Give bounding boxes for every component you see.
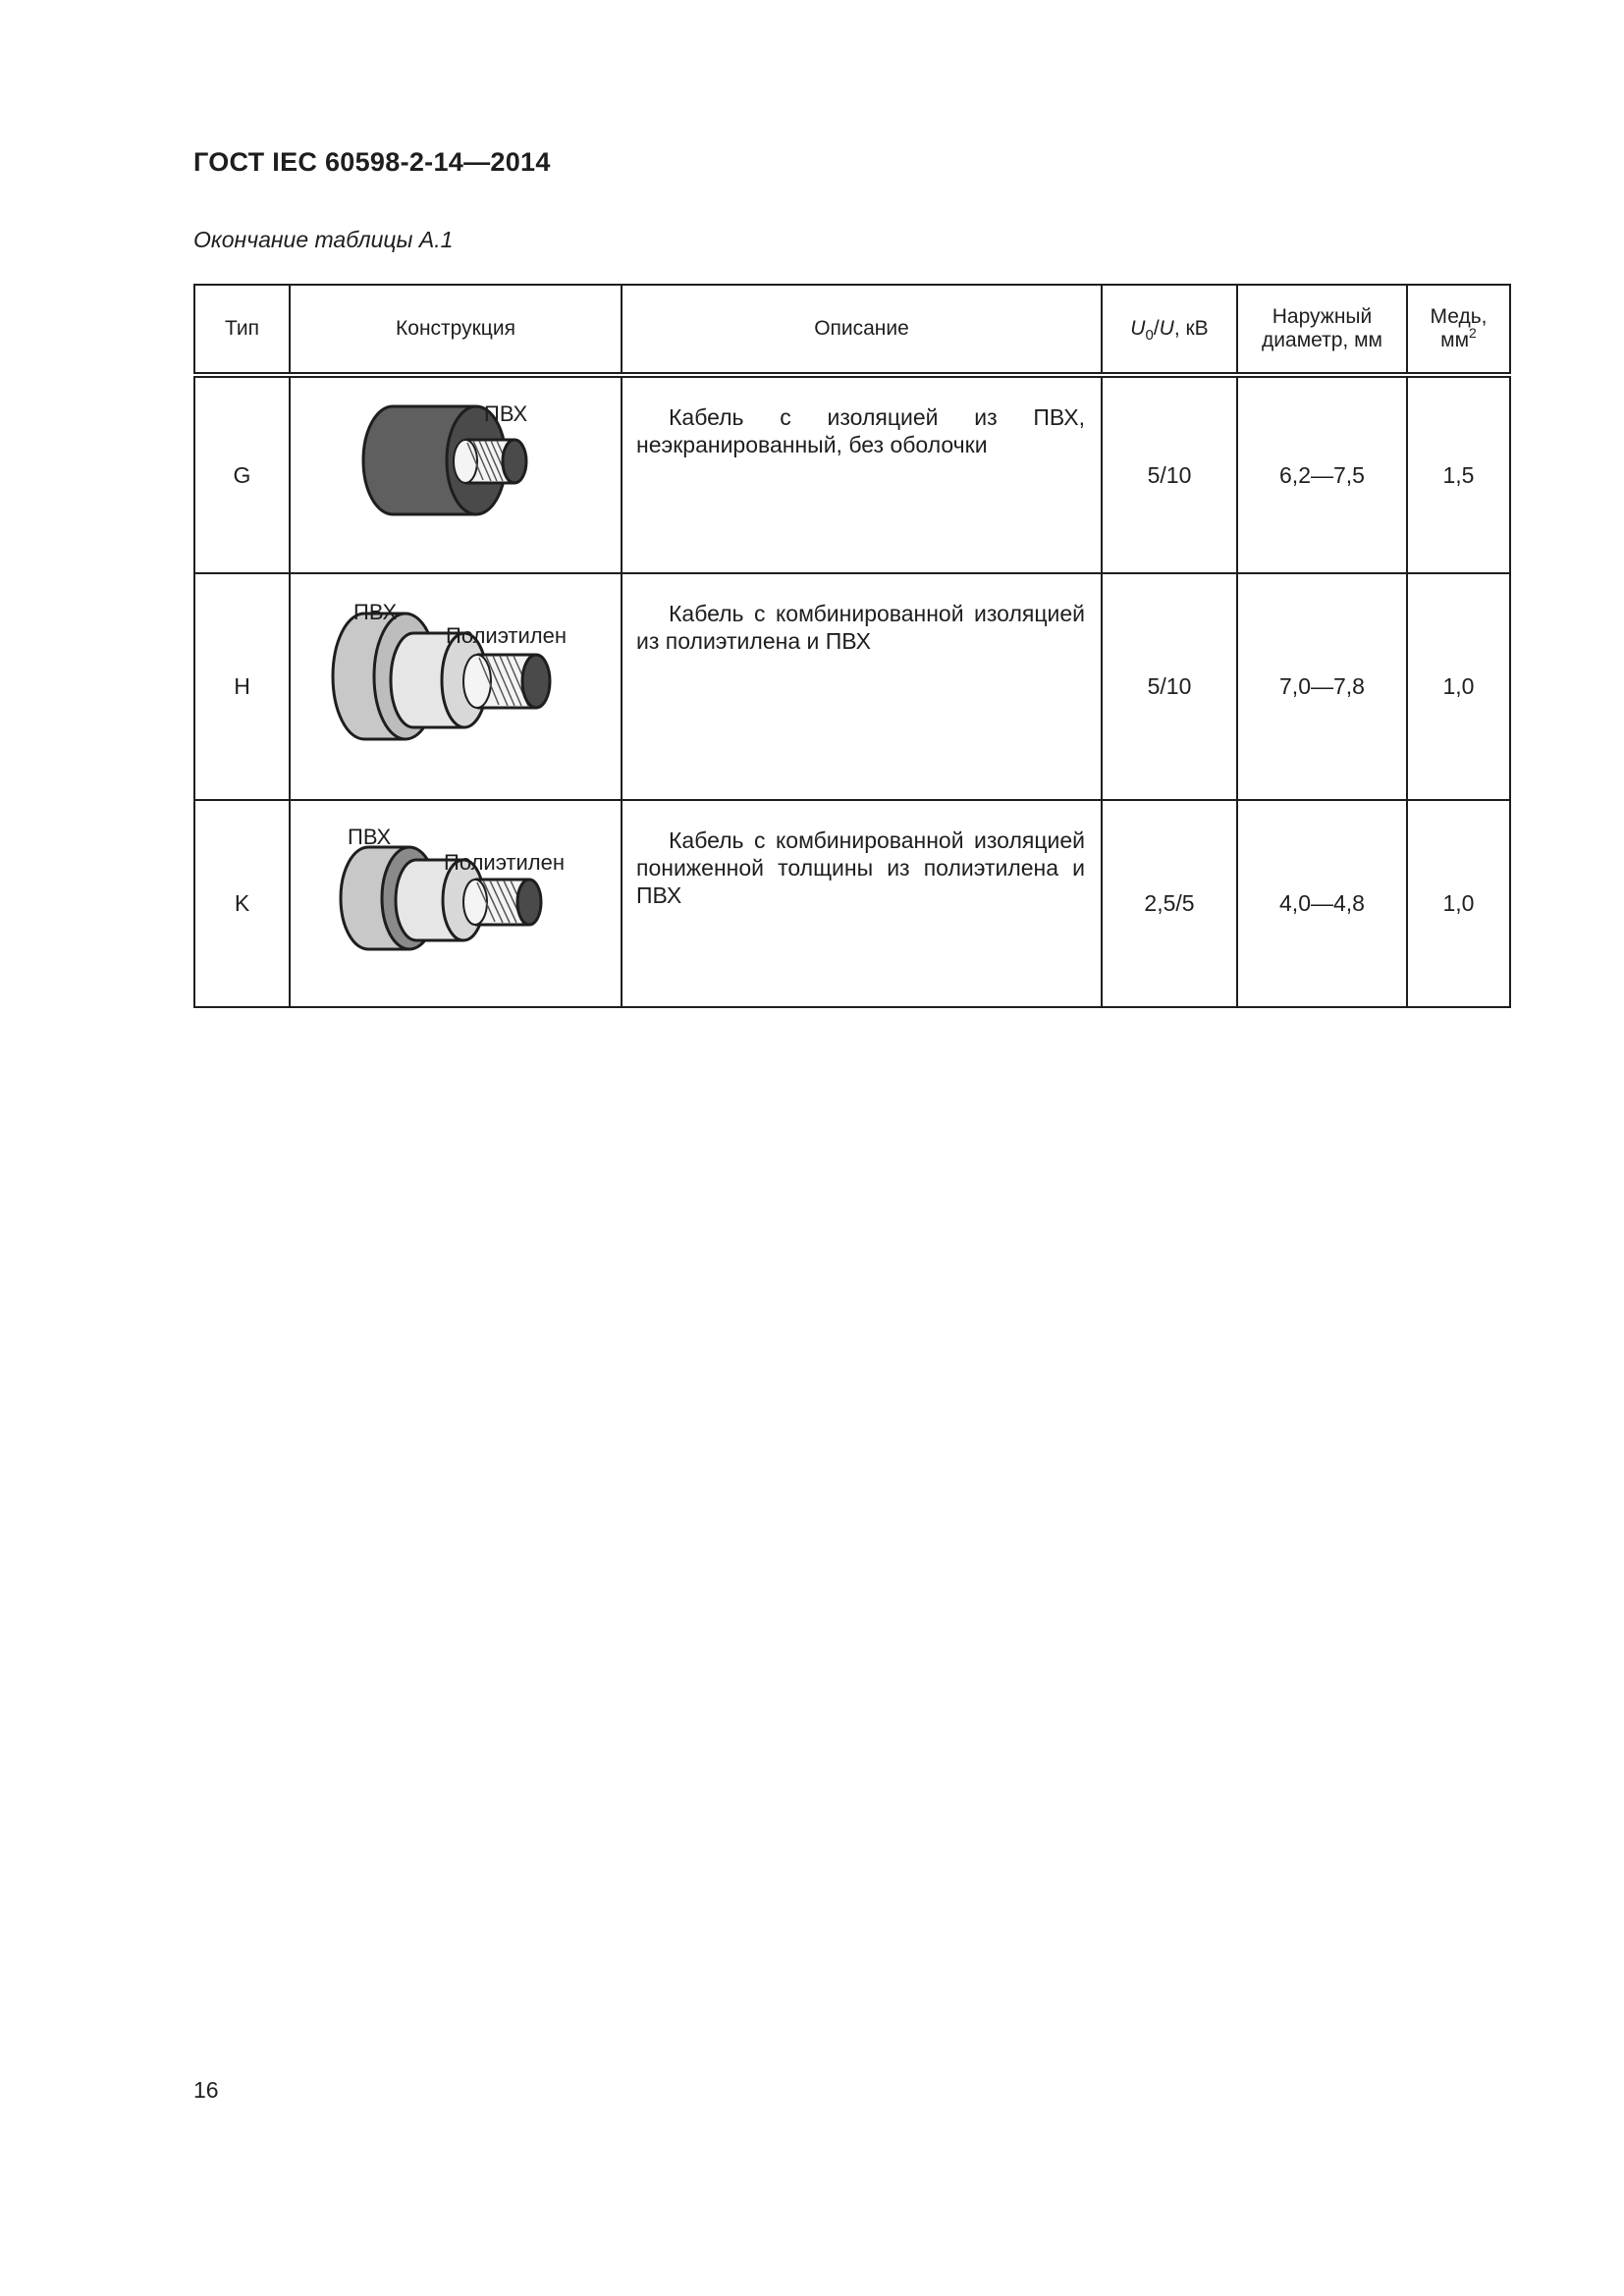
header-diameter	[1237, 285, 1407, 375]
diameter-line-2: диаметр, мм	[1262, 329, 1382, 351]
voltage-u-symbol: U	[1159, 316, 1174, 340]
cell-type: H	[194, 573, 290, 800]
polyethylene-label: Полиэтилен	[446, 623, 568, 648]
polyethylene-label: Полиэтилен	[444, 850, 566, 875]
cell-construction	[290, 375, 622, 573]
copper-line-1: Медь,	[1430, 304, 1488, 328]
table-caption: Окончание таблицы А.1	[193, 227, 454, 252]
document-header: ГОСТ IEC 60598-2-14—2014	[193, 147, 551, 177]
cell-copper: 1,0	[1407, 573, 1510, 800]
header-copper	[1407, 285, 1510, 375]
cable-k-diagram	[291, 801, 623, 981]
pvc-label: ПВХ	[348, 825, 392, 849]
page-number: 16	[193, 2077, 219, 2103]
voltage-u0-symbol: U	[1130, 316, 1146, 340]
cell-copper: 1,0	[1407, 800, 1510, 1007]
voltage-separator: /	[1153, 316, 1160, 340]
diameter-line-1: Наружный	[1272, 304, 1373, 328]
cell-description: Кабель с комбинированной изоляцией пониженной толщины из полиэтилена и ПВХ	[622, 800, 1102, 1007]
table-row	[194, 800, 1510, 1007]
cell-voltage: 2,5/5	[1102, 800, 1237, 1007]
pvc-label: ПВХ	[353, 600, 398, 624]
header-voltage	[1102, 285, 1237, 375]
cell-description: Кабель с комбинированной изоляцией из полиэтилена и ПВХ	[622, 573, 1102, 800]
cell-copper: 1,5	[1407, 375, 1510, 573]
cable-h-diagram	[291, 574, 623, 774]
cable-types-table	[193, 284, 1511, 1008]
cell-type: G	[194, 375, 290, 573]
table-header-row	[194, 285, 1510, 375]
cell-construction	[290, 573, 622, 800]
cell-voltage: 5/10	[1102, 375, 1237, 573]
table-row	[194, 375, 1510, 573]
cell-construction	[290, 800, 622, 1007]
header-construction: Конструкция	[290, 285, 622, 375]
cell-type: K	[194, 800, 290, 1007]
cable-g-diagram	[291, 378, 623, 547]
pvc-label: ПВХ	[484, 401, 528, 426]
table-row	[194, 573, 1510, 800]
voltage-unit: , кВ	[1173, 316, 1209, 340]
cell-diameter: 7,0—7,8	[1237, 573, 1407, 800]
copper-line-2: мм	[1440, 329, 1470, 351]
cell-diameter: 6,2—7,5	[1237, 375, 1407, 573]
voltage-u0-subscript: 0	[1145, 326, 1154, 344]
header-type: Тип	[194, 285, 290, 375]
header-description: Описание	[622, 285, 1102, 375]
cell-description: Кабель с изоляцией из ПВХ, неэкранированный, без оболочки	[622, 375, 1102, 573]
cell-diameter: 4,0—4,8	[1237, 800, 1407, 1007]
cell-voltage: 5/10	[1102, 573, 1237, 800]
copper-superscript: 2	[1469, 325, 1477, 341]
